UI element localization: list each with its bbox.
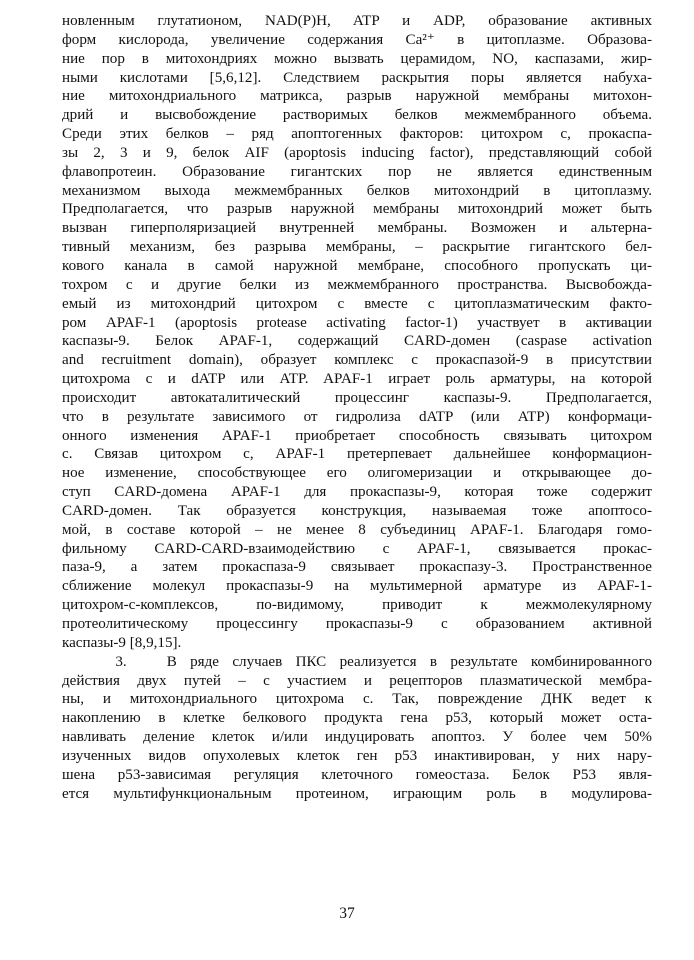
text-line: сближение молекул прокаспазы-9 на мультимерной арматуре из APAF-1- <box>62 578 652 595</box>
text-line: новленным глутатионом, NAD(P)H, ATP и ADP, образование активных <box>62 13 652 29</box>
text-line: ное изменение, способствующее его олигомеризации и открывающее до- <box>62 465 652 482</box>
text-line: емый из митохондрий цитохром с вместе с цитоплазматическим факто- <box>62 295 652 312</box>
text-line: вызван гиперполяризацией внутренней мембраны. Возможен и альтерна- <box>62 220 652 237</box>
text-line: ны, и митохондриального цитохрома с. Так, повреждение ДНК ведет к <box>62 691 652 708</box>
text-line: происходит автокаталитический процессинг каспазы-9. Предполагается, <box>62 389 652 406</box>
text-line: and recruitment domain), образует комплекс с прокаспазой-9 в присутствии <box>62 352 652 369</box>
text-line: ние пор в митохондриях можно вызвать церамидом, NO, каспазами, жир- <box>62 50 652 67</box>
text-line: цитохром-с-комплексов, по-видимому, приводит к межмолекулярному <box>62 597 652 614</box>
text-line: фильному CARD-CARD-взаимодействию с APAF-1, связывается прокас- <box>62 540 652 557</box>
text-line: шена p53-зависимая регуляция клеточного гомеостаза. Белок P53 явля- <box>62 766 652 783</box>
text-line: что в результате зависимого от гидролиза dATP (или ATP) конформаци- <box>62 408 652 425</box>
text-line: тивный механизм, без разрыва мембраны, – раскрытие гигантского бел- <box>62 239 652 256</box>
text-line: Предполагается, что разрыв наружной мембраны митохондрий может быть <box>62 201 652 218</box>
text-line: ступ CARD-домена APAF-1 для прокаспазы-9, которая тоже содержит <box>62 484 652 501</box>
text-line: 3. В ряде случаев ПКС реализуется в результате комбинированного <box>62 653 652 670</box>
text-line: форм кислорода, увеличение содержания Ca²⁺ в цитоплазме. Образова- <box>62 31 652 48</box>
text-line: ром APAF-1 (apoptosis protease activating factor-1) участвует в активации <box>62 314 652 331</box>
text-line: дрий и высвобождение растворимых белков межмембранного объема. <box>62 107 652 124</box>
text-line: накоплению в клетке белкового продукта гена p53, который может оста- <box>62 710 652 727</box>
text-line: мой, в составе которой – не менее 8 субъединиц APAF-1. Благодаря гомо- <box>62 521 652 538</box>
text-line: ется мультифункциональным протеином, играющим роль в модулирова- <box>62 785 652 802</box>
text-line: механизмом выхода межмембранных белков митохондрий в цитоплазму. <box>62 182 652 199</box>
text-line: тохром с и другие белки из межмембранного пространства. Высвобожда- <box>62 276 652 293</box>
text-line: изученных видов опухолевых клеток ген p53 инактивирован, у них нару- <box>62 747 652 764</box>
text-line: ние митохондриального матрикса, разрыв наружной мембраны митохон- <box>62 88 652 105</box>
body-text <box>62 12 652 803</box>
text-line: флавопротеин. Образование гигантских пор не является единственным <box>62 163 652 180</box>
text-line: каспазы-9 [8,9,15]. <box>62 634 182 651</box>
text-line: Среди этих белков – ряд апоптогенных факторов: цитохром с, прокаспа- <box>62 126 652 143</box>
text-line: с. Связав цитохром с, APAF-1 претерпевает дальнейшее конформацион- <box>62 446 652 463</box>
text-line: цитохрома с и dATP или ATP. APAF-1 играет роль арматуры, на которой <box>62 371 652 388</box>
text-line: зы 2, 3 и 9, белок AIF (apoptosis inducing factor), представляющий собой <box>62 144 652 161</box>
page-number: 37 <box>339 905 355 922</box>
text-line: ными кислотами [5,6,12]. Следствием раскрытия поры является набуха- <box>62 69 652 86</box>
text-line: навливать деление клеток и/или индуцировать апоптоз. У более чем 50% <box>62 729 652 746</box>
text-line: онного изменения APAF-1 приобретает способность связывать цитохром <box>62 427 652 444</box>
text-line: кового канала в самой наружной мембране, способного пропускать ци- <box>62 257 652 274</box>
text-line: протеолитическому процессингу прокаспазы-9 с образованием активной <box>62 616 652 632</box>
text-line: действия двух путей – с участием и рецепторов плазматической мембра- <box>62 672 652 689</box>
text-line: паза-9, а затем прокаспаза-9 связывает прокаспазу-3. Пространственное <box>62 559 652 576</box>
text-line: каспазы-9. Белок APAF-1, содержащий CARD-домен (caspase activation <box>62 333 652 350</box>
text-line: CARD-домен. Так образуется конструкция, называемая тоже апоптосо- <box>62 502 652 519</box>
